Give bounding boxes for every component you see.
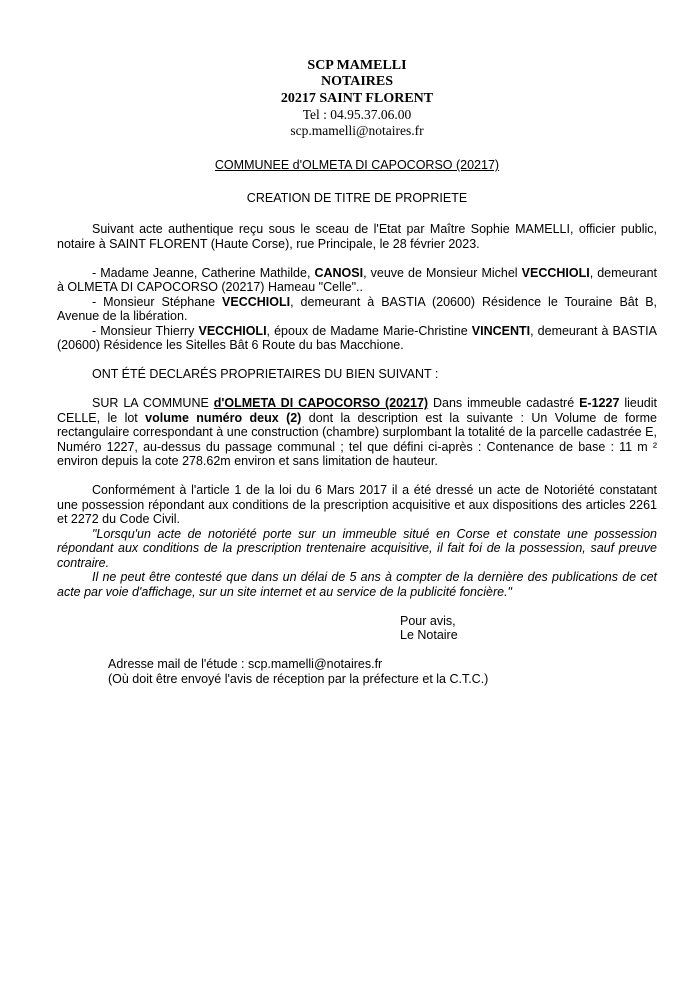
firm-email: scp.mamelli@notaires.fr (290, 123, 424, 139)
paragraph-declaration: ONT ÉTÉ DECLARÉS PROPRIETAIRES DU BIEN SUIVANT : (92, 367, 439, 382)
signature-block (400, 614, 657, 643)
paragraph-property: SUR LA COMMUNE d'OLMETA DI CAPOCORSO (20217) Dans immeuble cadastré E-1227 lieudit CELLE, le lot volume numéro deux (2) dont la description est la suivante : Un Volume de forme rectangulaire correspondant à une construction (chambre) surplombant la totalité de la parcelle cadastrée E, Numéro 1227, au-dessus du passage communal ; tel que défini ci-après : Contenance de base : 11 m ² environ depuis la cote 278.62m environ et sans limitation de hauteur. (57, 396, 657, 469)
commune-title: COMMUNEE d'OLMETA DI CAPOCORSO (20217) (214, 158, 500, 173)
firm-type: NOTAIRES (320, 74, 394, 90)
firm-phone: Tel : 04.95.37.06.00 (302, 106, 412, 122)
reception-note-line: (Où doit être envoyé l'avis de réception par la préfecture et la C.T.C.) (108, 671, 489, 686)
paragraph-conformity: Conformément à l'article 1 de la loi du 6 Mars 2017 il a été dressé un acte de Notoriété constatant une possession répondant aux conditions de la prescription acquisitive et aux dispositions des articles 2261 et 2272 du Code Civil. (57, 483, 657, 527)
letterhead (57, 58, 657, 139)
paragraph-owner-stephane: - Monsieur Stéphane VECCHIOLI, demeurant à BASTIA (20600) Résidence le Touraine Bât B, Avenue de la libération. (57, 294, 657, 324)
study-email-line: Adresse mail de l'étude : scp.mamelli@notaires.fr (108, 657, 383, 672)
paragraph-owner-thierry: - Monsieur Thierry VECCHIOLI, époux de Madame Marie-Christine VINCENTI, demeurant à BASTIA (20600) Résidence les Sitelles Bât 6 Route du bas Macchione. (57, 323, 657, 353)
paragraph-owner-canosi: - Madame Jeanne, Catherine Mathilde, CANOSI, veuve de Monsieur Michel VECCHIOLI, demeurant à OLMETA DI CAPOCORSO (20217) Hameau "Celle".. (57, 265, 657, 295)
document-title: CREATION DE TITRE DE PROPRIETE (246, 190, 468, 205)
signature-line-2: Le Notaire (400, 628, 458, 643)
paragraph-intro: Suivant acte authentique reçu sous le sceau de l'Etat par Maître Sophie MAMELLI, officier public, notaire à SAINT FLORENT (Haute Corse), rue Principale, le 28 février 2023. (57, 222, 657, 251)
contact-note (108, 657, 657, 686)
firm-address: 20217 SAINT FLORENT (280, 90, 434, 106)
signature-line-1: Pour avis, (400, 613, 456, 628)
paragraph-legal-quote-2: Il ne peut être contesté que dans un délai de 5 ans à compter de la dernière des publications de cet acte par voie d'affichage, sur un site internet et au service de la publicité foncière." (57, 570, 657, 599)
firm-name: SCP MAMELLI (307, 58, 407, 73)
paragraph-legal-quote-1: "Lorsqu'un acte de notoriété porte sur un immeuble situé en Corse et constate une possession répondant aux conditions de la prescription trentenaire acquisitive, il fait foi de la possession, sauf preuve contraire. (57, 526, 657, 570)
